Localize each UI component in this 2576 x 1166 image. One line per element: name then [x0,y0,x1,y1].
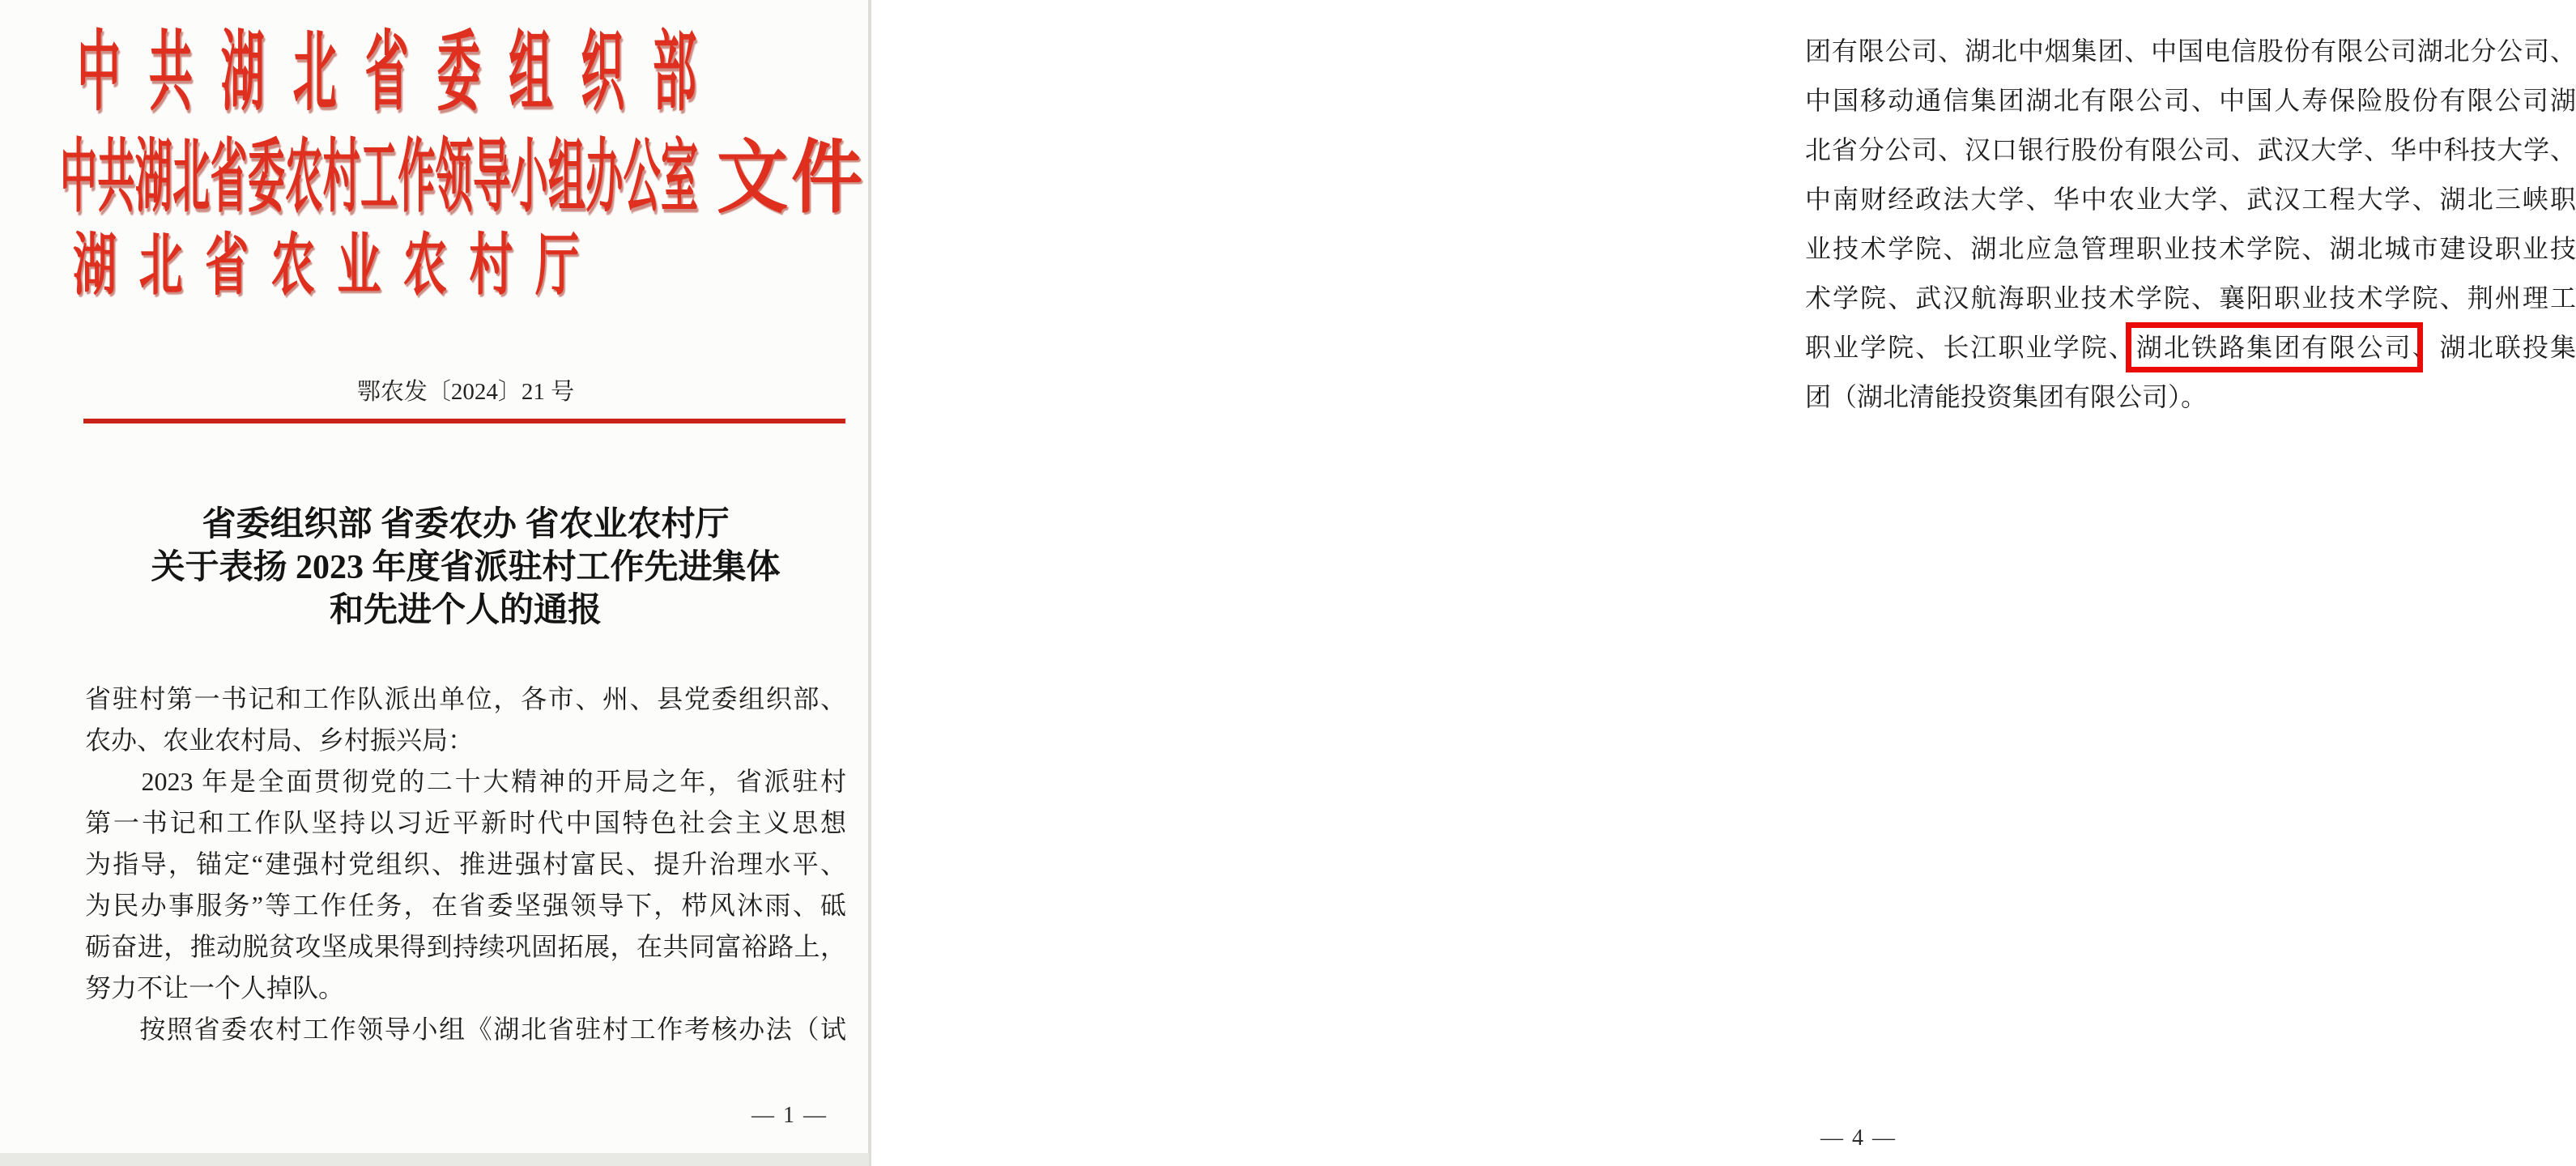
scan-edge-shadow [0,1153,869,1166]
page-number-1: — 1 — [752,1103,828,1128]
body-line: 省驻村第一书记和工作队派出单位，各市、州、县党委组织部、 [85,684,846,713]
document-number: 鄂农发〔2024〕21 号 [356,379,575,405]
line-segment-after-box: 、湖北联投集 [2412,333,2576,362]
body-line: 努力不让一个人掉队。 [85,973,345,1002]
body-line: 北省分公司、汉口银行股份有限公司、武汉大学、华中科技大学、 [1805,135,2576,164]
document-title-line-2: 关于表扬 2023 年度省派驻村工作先进集体 [151,549,781,586]
body-line: 业技术学院、湖北应急管理职业技术学院、湖北城市建设职业技 [1805,234,2576,263]
page-number-4: — 4 — [1820,1126,1897,1151]
body-line: 第一书记和工作队坚持以习近平新时代中国特色社会主义思想 [85,808,846,837]
body-line: 术学院、武汉航海职业技术学院、襄阳职业技术学院、荆州理工 [1805,283,2576,313]
document-title-line-3: 和先进个人的通报 [329,592,602,629]
body-line: 中南财经政法大学、华中农业大学、武汉工程大学、湖北三峡职 [1805,185,2576,214]
body-line: 中国移动通信集团湖北有限公司、中国人寿保险股份有限公司湖 [1805,86,2576,115]
red-separator-rule [83,419,845,423]
letterhead-line-2: 中共湖北省委农村工作领导小组办公室 [60,132,698,222]
body-line: 按照省委农村工作领导小组《湖北省驻村工作考核办法（试 [85,1015,846,1044]
body-line: 为民办事服务”等工作任务，在省委坚强领导下，栉风沐雨、砥 [85,891,846,920]
page-one [0,0,869,1166]
page-four [871,0,2576,1166]
body-line: 农办、农业农村局、乡村振兴局： [85,726,475,755]
body-line: 团（湖北清能投资集团有限公司）。 [1805,382,2208,411]
document-title-line-1: 省委组织部 省委农办 省农业农村厅 [202,506,730,543]
body-line: 为指导，锚定“建强村党组织、推进强村富民、提升治理水平、 [85,849,846,879]
body-line: 2023 年是全面贯彻党的二十大精神的开局之年，省派驻村 [85,767,846,796]
body-line-with-highlight [1805,323,2576,372]
red-highlight-box: 湖北铁路集团有限公司 [2135,333,2412,362]
letterhead-document-mark: 文件 [717,134,866,223]
letterhead-line-3: 湖北省农业农村厅 [73,228,579,304]
line-segment-before-box: 职业学院、长江职业学院、 [1805,333,2136,362]
body-line: 团有限公司、湖北中烟集团、中国电信股份有限公司湖北分公司、 [1805,36,2576,66]
body-line: 砺奋进，推动脱贫攻坚成果得到持续巩固拓展，在共同富裕路上， [85,932,846,961]
letterhead-line-1: 中共湖北省委组织部 [77,24,696,121]
